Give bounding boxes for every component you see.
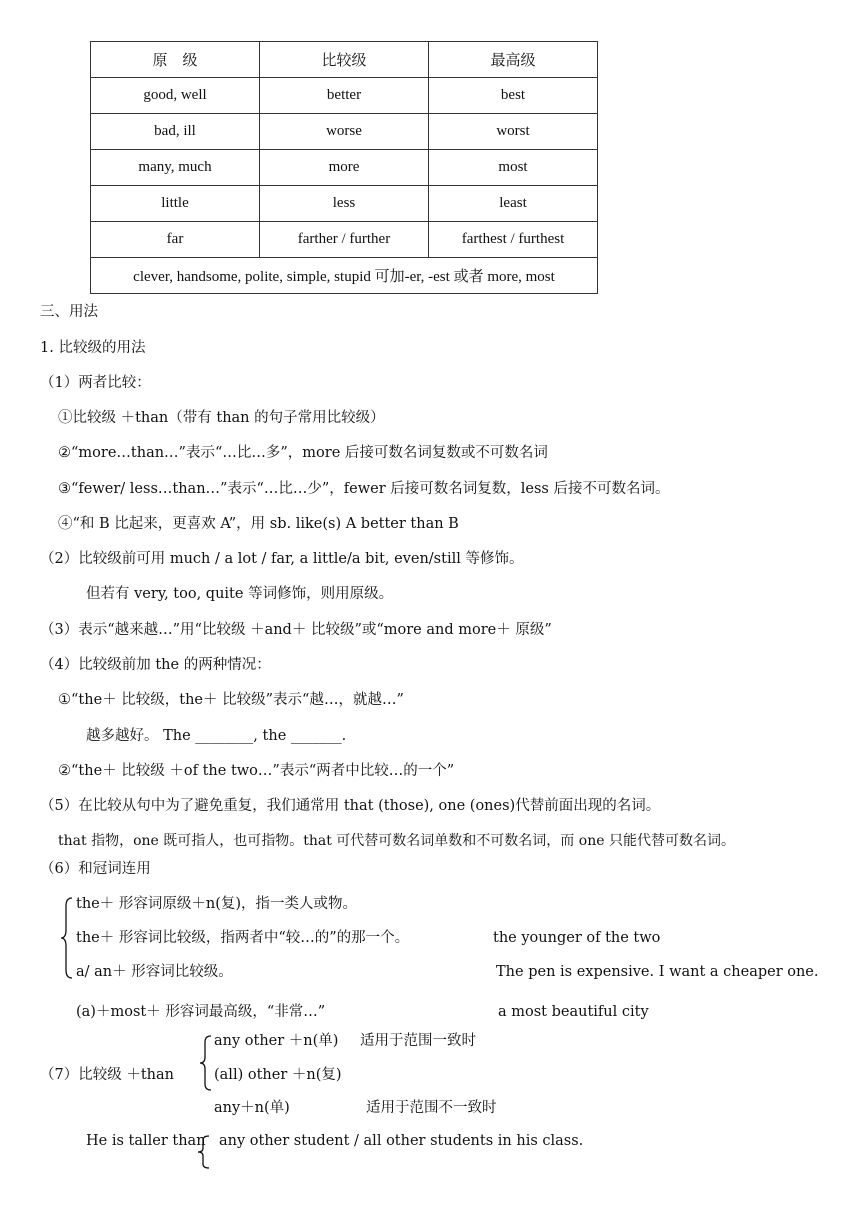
table-cell: farthest / furthest — [429, 222, 598, 258]
paragraph: (all) other ＋n(复) — [214, 1067, 342, 1083]
example-sentence-lead: He is taller than — [86, 1133, 206, 1149]
table-cell: good, well — [91, 78, 260, 114]
paragraph: ③“fewer/ less…than…”表示“…比…少”，fewer 后接可数名词复数，less 后接不可数名词。 — [58, 481, 670, 497]
comparison-forms-table — [90, 41, 598, 294]
table-header-cell: 最高级 — [429, 42, 598, 78]
table-header-cell: 原 级 — [91, 42, 260, 78]
paragraph: ④“和 B 比起来，更喜欢 A”，用 sb. like(s) A better than B — [58, 516, 459, 532]
table-note-cell: clever, handsome, polite, simple, stupid 可加-er, -est 或者 more, most — [91, 258, 598, 294]
exercise-line: 越多越好。 The ________, the _______. — [86, 728, 347, 744]
table-note-row — [91, 258, 598, 294]
paragraph: the＋ 形容词原级＋n(复)，指一类人或物。 — [76, 896, 358, 912]
paragraph: （6）和冠词连用 — [40, 861, 151, 877]
paragraph: a/ an＋ 形容词比较级。 — [76, 964, 233, 980]
table-row — [91, 150, 598, 186]
table-cell: least — [429, 186, 598, 222]
paragraph: 但若有 very, too, quite 等词修饰，则用原级。 — [86, 586, 394, 602]
table-cell: best — [429, 78, 598, 114]
paragraph: any other ＋n(单) — [214, 1033, 339, 1049]
table-cell: little — [91, 186, 260, 222]
table-cell: bad, ill — [91, 114, 260, 150]
paragraph: (a)＋most＋ 形容词最高级，“非常…” — [76, 1004, 326, 1020]
example-text: a most beautiful city — [498, 1004, 649, 1020]
left-brace-icon — [197, 1134, 211, 1170]
left-brace-icon — [199, 1034, 213, 1092]
paragraph: the＋ 形容词比较级，指两者中“较…的”的那一个。 — [76, 930, 410, 946]
usage-note: 适用于范围一致时 — [360, 1033, 476, 1049]
table-cell: more — [260, 150, 429, 186]
example-sentence-options: any other student / all other students in his class. — [219, 1133, 584, 1149]
paragraph: （5）在比较从句中为了避免重复，我们通常用 that (those), one (ones)代替前面出现的名词。 — [40, 798, 661, 814]
paragraph: （2）比较级前可用 much / a lot / far, a little/a bit, even/still 等修饰。 — [40, 551, 524, 567]
table-cell: far — [91, 222, 260, 258]
table-row — [91, 114, 598, 150]
usage-note: 适用于范围不一致时 — [366, 1100, 497, 1116]
table-cell: many, much — [91, 150, 260, 186]
subsection-heading: 1. 比较级的用法 — [40, 340, 146, 356]
table-cell: farther / further — [260, 222, 429, 258]
paragraph: （7）比较级 ＋than — [40, 1067, 174, 1083]
example-text: the younger of the two — [493, 930, 661, 946]
section-heading: 三、用法 — [40, 304, 98, 320]
paragraph: ①比较级 ＋than（带有 than 的句子常用比较级） — [58, 410, 385, 426]
paragraph: （3）表示“越来越…”用“比较级 ＋and＋ 比较级”或“more and more＋ 原级” — [40, 622, 552, 638]
paragraph: ①“the＋ 比较级，the＋ 比较级”表示“越…，就越…” — [58, 692, 404, 708]
paragraph: ②“the＋ 比较级 ＋of the two…”表示“两者中比较…的一个” — [58, 763, 455, 779]
table-cell: worst — [429, 114, 598, 150]
paragraph: （1）两者比较： — [40, 375, 151, 391]
table-cell: worse — [260, 114, 429, 150]
table-header-row — [91, 42, 598, 78]
table-cell: less — [260, 186, 429, 222]
paragraph: that 指物，one 既可指人，也可指物。that 可代替可数名词单数和不可数名词，而 one 只能代替可数名词。 — [58, 833, 735, 849]
paragraph: any＋n(单) — [214, 1100, 290, 1116]
table-cell: most — [429, 150, 598, 186]
table-header-cell: 比较级 — [260, 42, 429, 78]
table-row — [91, 222, 598, 258]
table-row — [91, 186, 598, 222]
paragraph: （4）比较级前加 the 的两种情况： — [40, 657, 271, 673]
example-text: The pen is expensive. I want a cheaper one. — [496, 964, 819, 980]
left-brace-icon — [60, 896, 74, 980]
table-row — [91, 78, 598, 114]
paragraph: ②“more…than…”表示“…比…多”，more 后接可数名词复数或不可数名词 — [58, 445, 548, 461]
table-cell: better — [260, 78, 429, 114]
